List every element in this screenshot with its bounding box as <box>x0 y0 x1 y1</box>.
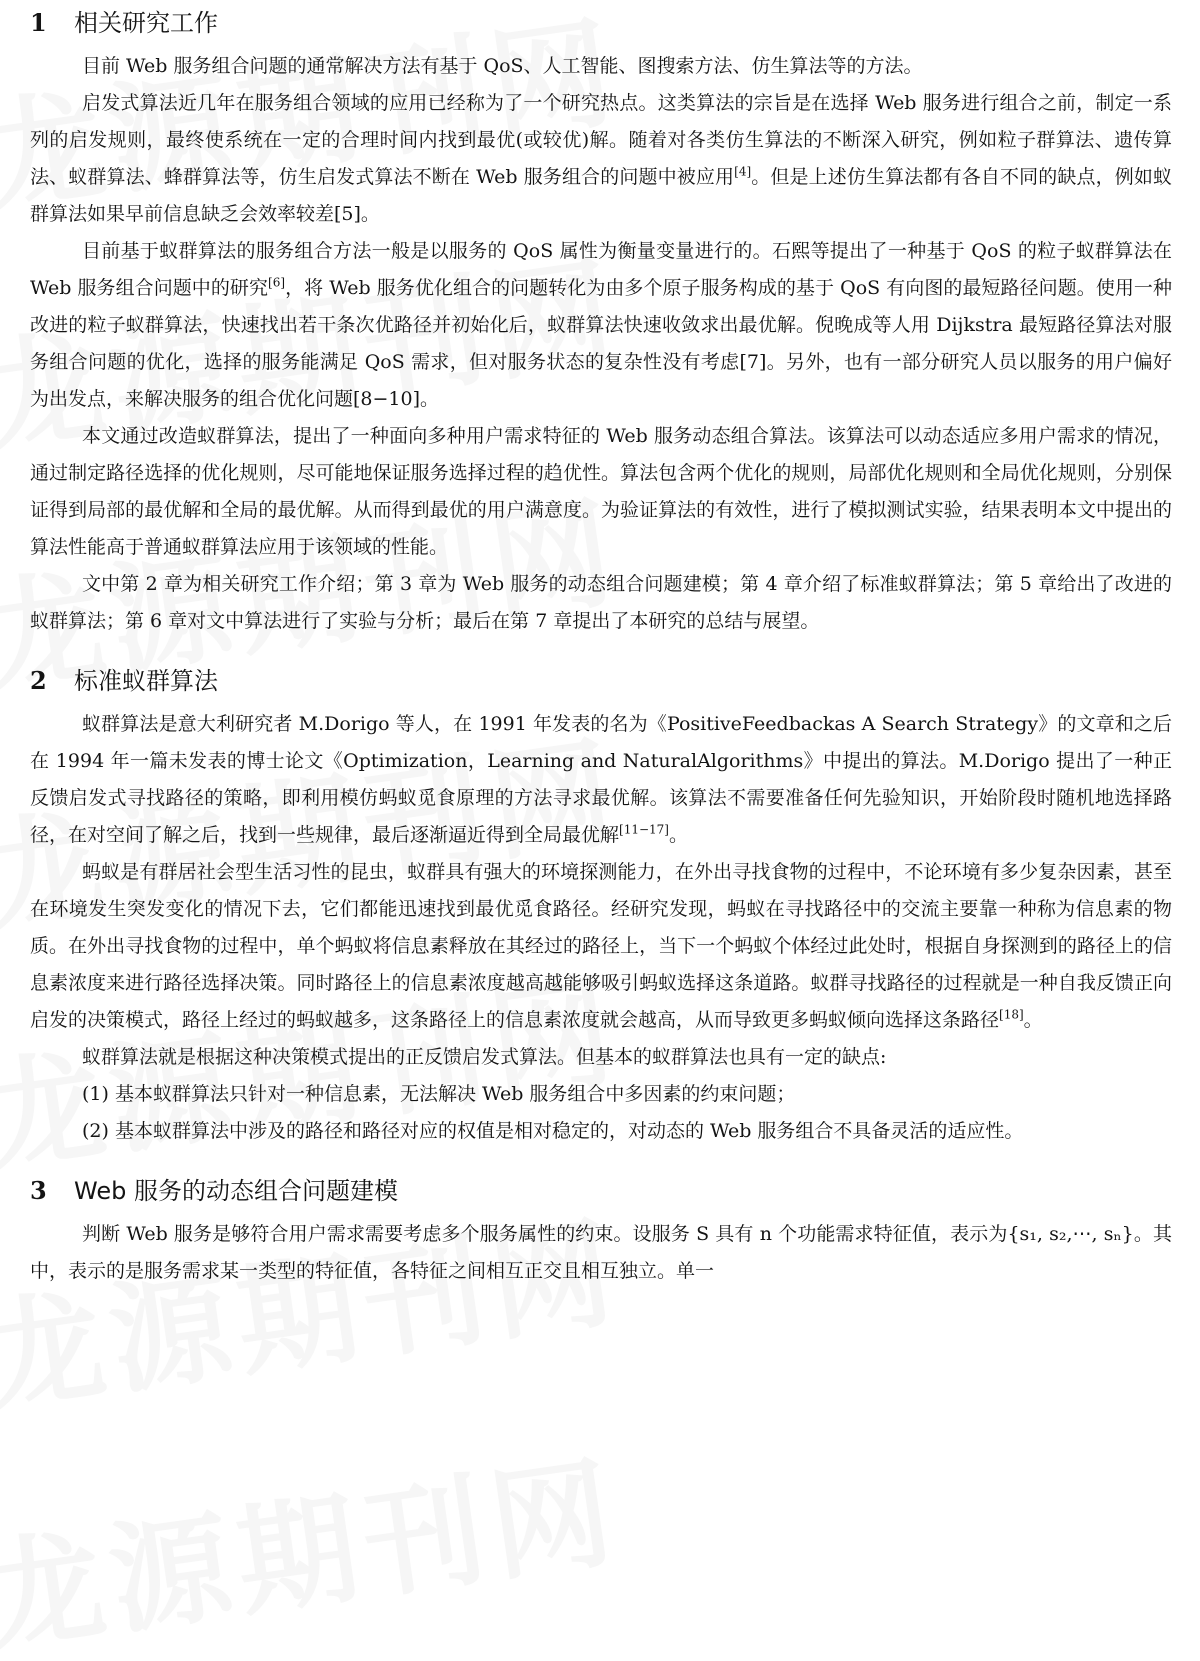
watermark-text <box>0 1416 629 1661</box>
paragraph-text: 目前基于蚁群算法的服务组合方法一般是以服务的 QoS 属性为衡量变量进行的。石熙等提出了一种基于 QoS 的粒子蚁群算法在 Web 服务组合问题中的研究 <box>30 240 1172 299</box>
paragraph <box>30 854 1172 1039</box>
paragraph <box>30 85 1172 233</box>
paper-page <box>30 4 1172 1290</box>
citation: [18] <box>999 1007 1024 1022</box>
paragraph <box>30 1039 1172 1076</box>
paragraph <box>30 48 1172 85</box>
section-number: 3 <box>30 1176 47 1205</box>
paragraph-text: (1) 基本蚁群算法只针对一种信息素，无法解决 Web 服务组合中多因素的约束问题； <box>82 1083 796 1105</box>
section-title: 相关研究工作 <box>74 9 218 37</box>
citation: [11−17] <box>619 822 669 837</box>
paragraph-text: (2) 基本蚁群算法中涉及的路径和路径对应的权值是相对稳定的，对动态的 Web 服务组合不具备灵活的适应性。 <box>82 1120 1024 1142</box>
paragraph-text: 蚂蚁是有群居社会型生活习性的昆虫，蚁群具有强大的环境探测能力，在外出寻找食物的过程中，不论环境有多少复杂因素，甚至在环境发生突发变化的情况下去，它们都能迅速找到最优觅食路径。经研究发现，蚂蚁在寻找路径中的交流主要靠一种称为信息素的物质。在外出寻找食物的过程中，单个蚂蚁将信息素释放在其经过的路径上，当下一个蚂蚁个体经过此处时，根据自身探测到的路径上的信息素浓度来进行路径选择决策。同时路径上的信息素浓度越高越能够吸引蚂蚁选择这条道路。蚁群寻找路径的过程就是一种自我反馈正向启发的决策模式，路径上经过的蚂蚁越多，这条路径上的信息素浓度就会越高，从而导致更多蚂蚁倾向选择这条路径 <box>30 861 1172 1031</box>
paragraph-text: 启发式算法近几年在服务组合领域的应用已经称为了一个研究热点。这类算法的宗旨是在选择 Web 服务进行组合之前，制定一系列的启发规则，最终使系统在一定的合理时间内找到最优(或较优)解。随着对各类仿生算法的不断深入研究，例如粒子群算法、遗传算法、蚁群算法、蜂群算法等，仿生启发式算法不断在 Web 服务组合的问题中被应用 <box>30 92 1172 188</box>
paragraph <box>30 706 1172 854</box>
paragraph <box>30 1216 1172 1290</box>
paragraph-text: 。但是上述仿生算法都有各自不同的缺点，例如蚁群算法如果早前信息缺乏会效率较差[5]。 <box>30 166 1172 225</box>
section-heading <box>30 1172 1172 1210</box>
section-modeling <box>30 1172 1172 1290</box>
paragraph-text: 判断 Web 服务是够符合用户需求需要考虑多个服务属性的约束。设服务 S 具有 n 个功能需求特征值，表示为{s₁, s₂,⋯, sₙ}。其中，表示的是服务需求某一类型的特征值，各特征之间相互正交且相互独立。单一 <box>30 1223 1172 1282</box>
paragraph <box>30 233 1172 418</box>
paragraph-text: ，将 Web 服务优化组合的问题转化为由多个原子服务构成的基于 QoS 有向图的最短路径问题。使用一种改进的粒子蚁群算法，快速找出若干条次优路径并初始化后，蚁群算法快速收敛求出最优解。倪晚成等人用 Dijkstra 最短路径算法对服务组合问题的优化，选择的服务能满足 QoS 需求，但对服务状态的复杂性没有考虑[7]。另外，也有一部分研究人员以服务的用户偏好为出发点，来解决服务的组合优化问题[8−10]。 <box>30 277 1172 410</box>
citation: [6] <box>268 275 286 290</box>
section-heading <box>30 4 1172 42</box>
paragraph-text: 本文通过改造蚁群算法，提出了一种面向多种用户需求特征的 Web 服务动态组合算法。该算法可以动态适应多用户需求的情况，通过制定路径选择的优化规则，尽可能地保证服务选择过程的趋优性。算法包含两个优化的规则，局部优化规则和全局优化规则，分别保证得到局部的最优解和全局的最优解。从而得到最优的用户满意度。为验证算法的有效性，进行了模拟测试实验，结果表明本文中提出的算法性能高于普通蚁群算法应用于该领域的性能。 <box>30 425 1172 558</box>
paragraph-text: 。 <box>668 824 688 846</box>
section-number: 2 <box>30 666 47 695</box>
paragraph-text: 。 <box>1023 1009 1043 1031</box>
paragraph-text: 文中第 2 章为相关研究工作介绍；第 3 章为 Web 服务的动态组合问题建模；第 4 章介绍了标准蚁群算法；第 5 章给出了改进的蚁群算法；第 6 章对文中算法进行了实验与分析；最后在第 7 章提出了本研究的总结与展望。 <box>30 573 1172 632</box>
paragraph-text: 目前 Web 服务组合问题的通常解决方法有基于 QoS、人工智能、图搜索方法、仿生算法等的方法。 <box>82 55 923 77</box>
citation: [4] <box>734 164 752 179</box>
section-related-work <box>30 4 1172 640</box>
paragraph-text: 蚁群算法是意大利研究者 M.Dorigo 等人，在 1991 年发表的名为《PositiveFeedbackas A Search Strategy》的文章和之后在 1994 年一篇未发表的博士论文《Optimization，Learning and NaturalAlgorithms》中提出的算法。M.Dorigo 提出了一种正反馈启发式寻找路径的策略，即利用模仿蚂蚁觅食原理的方法寻求最优解。该算法不需要准备任何先验知识，开始阶段时随机地选择路径，在对空间了解之后，找到一些规律，最后逐渐逼近得到全局最优解 <box>30 713 1172 846</box>
list-item <box>30 1076 1172 1113</box>
paragraph <box>30 418 1172 566</box>
list-item <box>30 1113 1172 1150</box>
paragraph-text: 蚁群算法就是根据这种决策模式提出的正反馈启发式算法。但基本的蚁群算法也具有一定的缺点: <box>82 1046 887 1068</box>
paragraph <box>30 566 1172 640</box>
section-number: 1 <box>30 8 47 37</box>
section-heading <box>30 662 1172 700</box>
section-title: Web 服务的动态组合问题建模 <box>74 1177 398 1205</box>
section-title: 标准蚁群算法 <box>74 667 218 695</box>
section-standard-aco <box>30 662 1172 1150</box>
